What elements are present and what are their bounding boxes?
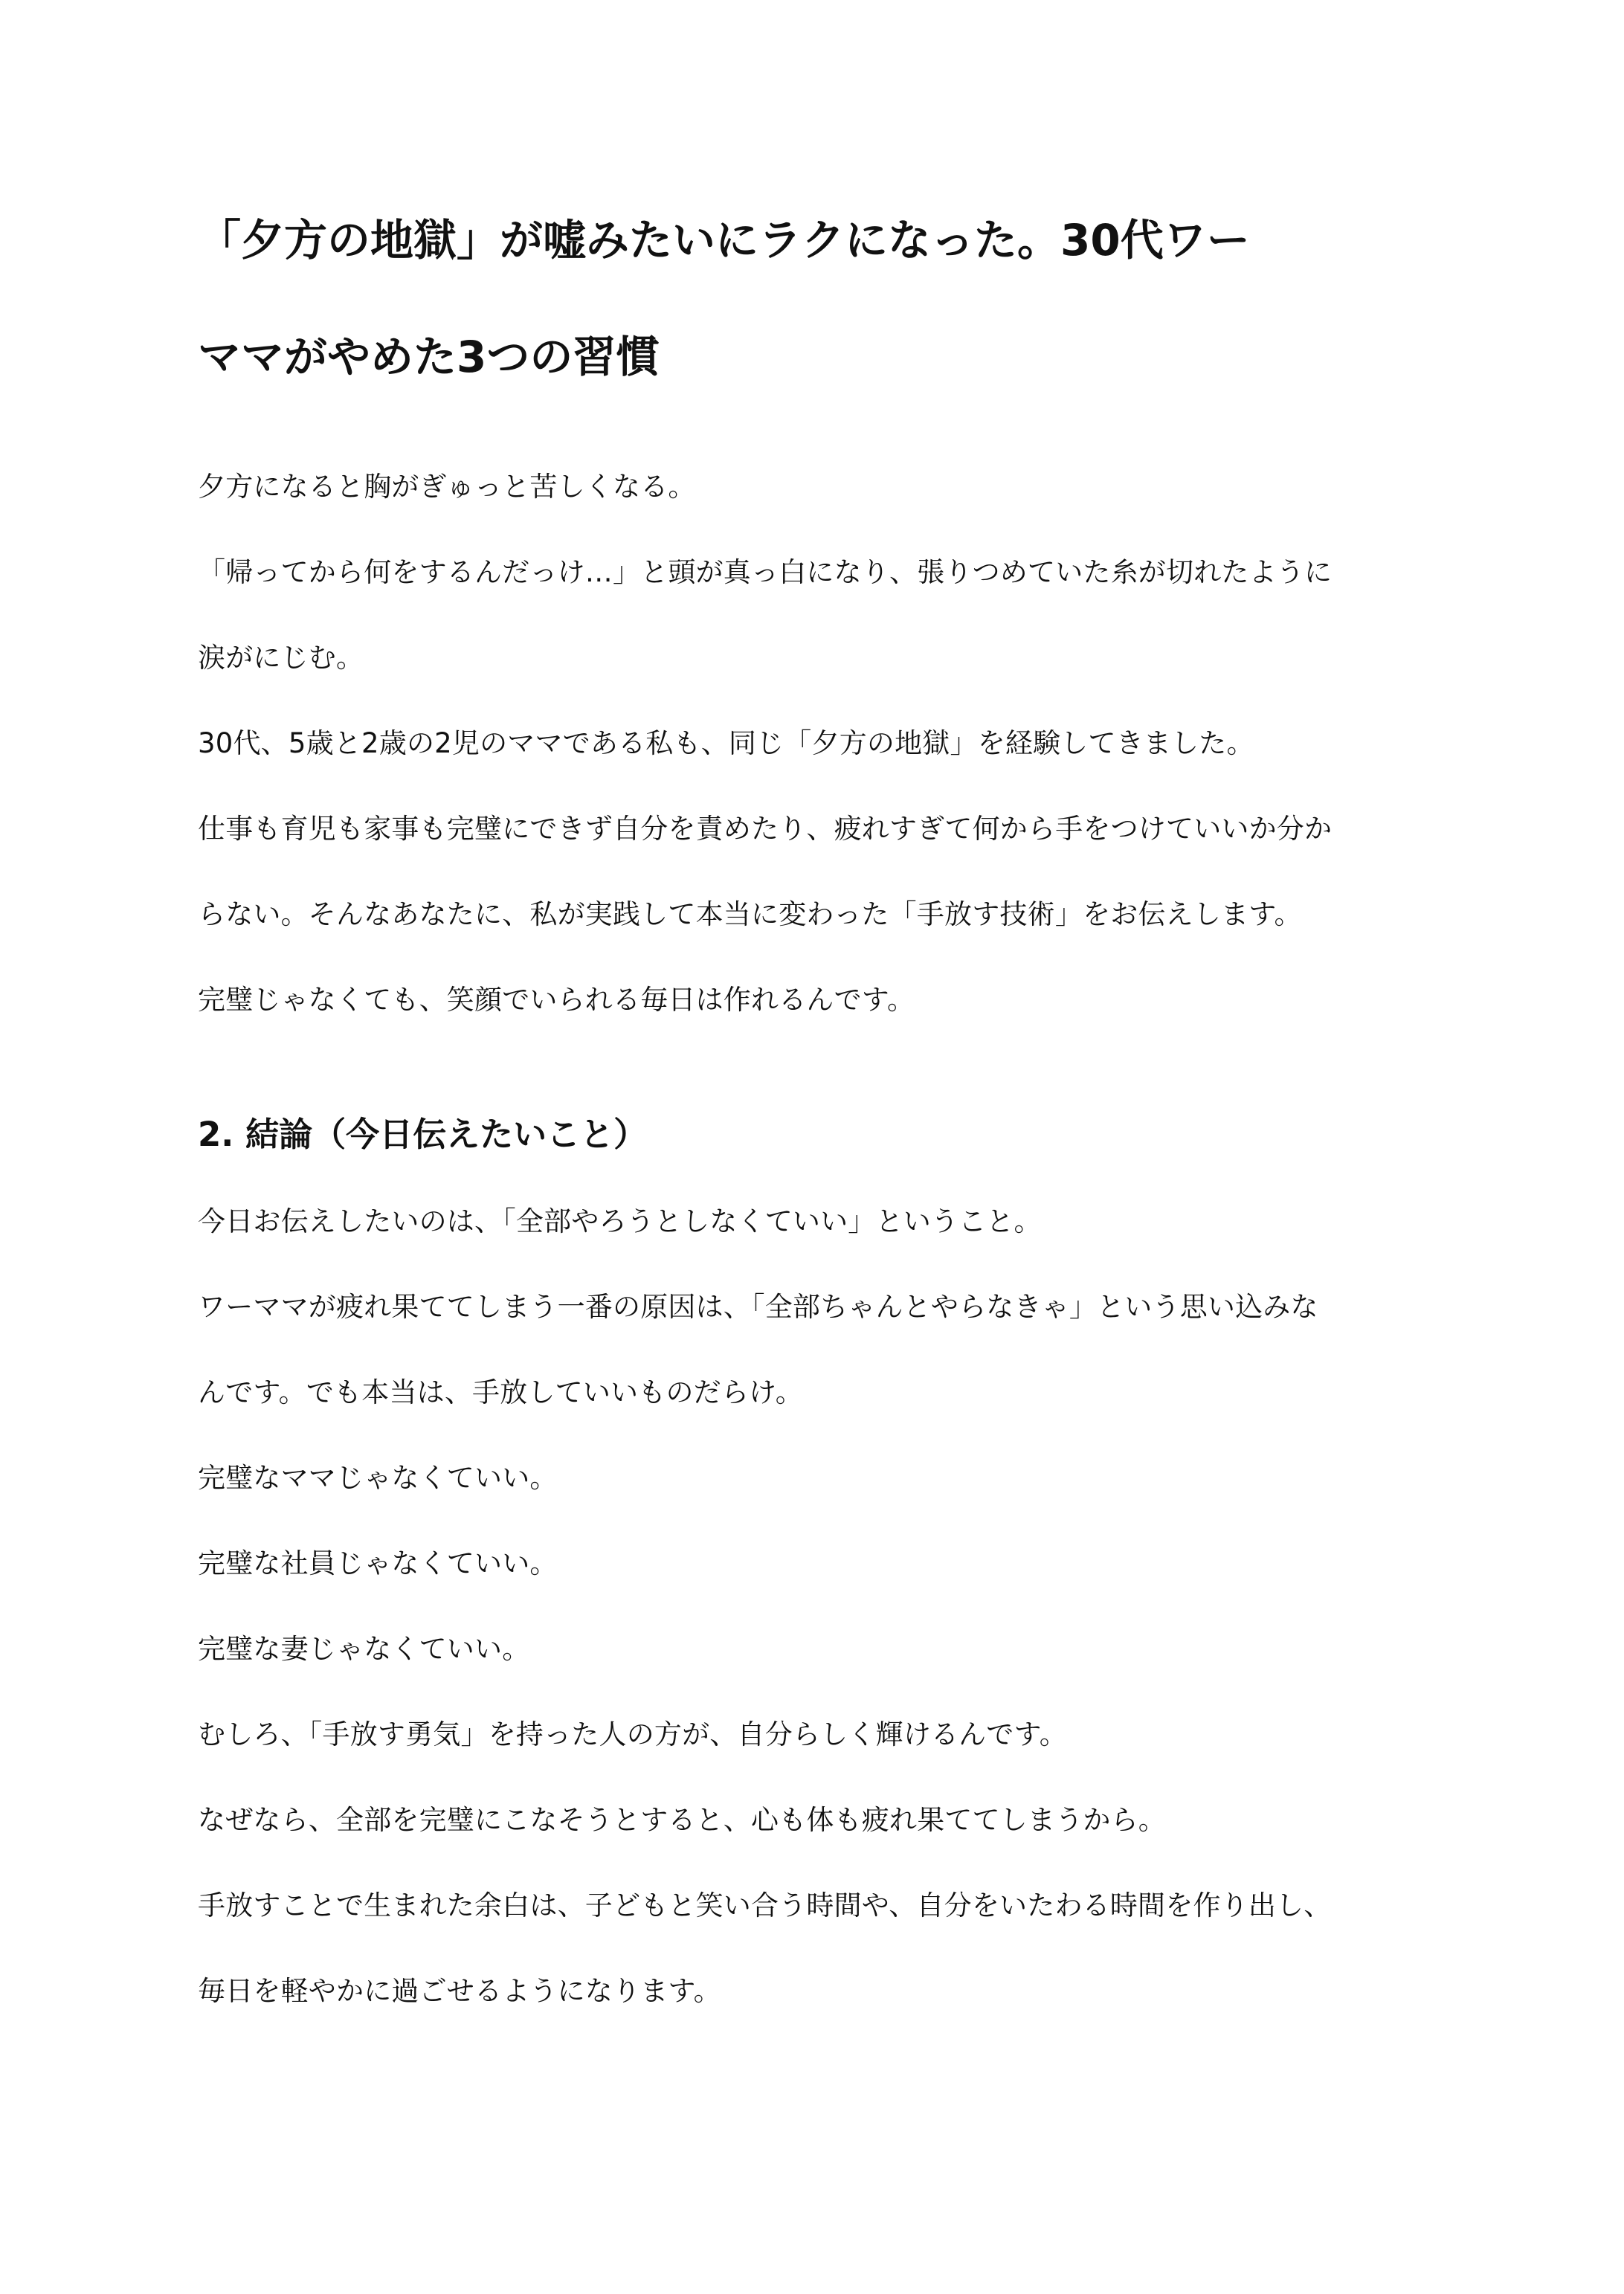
section2-line-10: 毎日を軽やかに過ごせるようになります。 xyxy=(198,1975,721,2007)
intro-line-2: 「帰ってから何をするんだっけ…」と頭が真っ白になり、張りつめていた糸が切れたように xyxy=(198,556,1333,588)
intro-line-7: 完璧じゃなくても、笑顔でいられる毎日は作れるんです。 xyxy=(198,984,915,1016)
section-heading-conclusion: 2. 結論（今日伝えたいこと） xyxy=(198,1115,648,1154)
section2-line-5: 完璧な社員じゃなくていい。 xyxy=(198,1547,558,1579)
section2-line-4: 完璧なママじゃなくていい。 xyxy=(198,1462,558,1494)
section2-line-2: ワーママが疲れ果ててしまう一番の原因は、「全部ちゃんとやらなきゃ」という思い込みな xyxy=(198,1291,1318,1323)
intro-line-4: 30代、5歳と2歳の2児のママである私も、同じ「夕方の地獄」を経験してきました。 xyxy=(198,727,1254,759)
intro-line-5: 仕事も育児も家事も完璧にできず自分を責めたり、疲れすぎて何から手をつけていいか分か xyxy=(198,813,1333,845)
section2-line-6: 完璧な妻じゃなくていい。 xyxy=(198,1633,530,1665)
intro-line-1: 夕方になると胸がぎゅっと苦しくなる。 xyxy=(198,471,696,503)
section2-line-7: むしろ、「手放す勇気」を持った人の方が、自分らしく輝けるんです。 xyxy=(198,1718,1067,1750)
article-title-line-2: ママがやめた3つの習慣 xyxy=(198,332,660,382)
section2-line-3: んです。でも本当は、手放していいものだらけ。 xyxy=(198,1376,803,1408)
section2-line-1: 今日お伝えしたいのは、「全部やろうとしなくていい」ということ。 xyxy=(198,1205,1042,1237)
intro-line-6: らない。そんなあなたに、私が実践して本当に変わった「手放す技術」をお伝えします。 xyxy=(198,898,1302,930)
section2-line-9: 手放すことで生まれた余白は、子どもと笑い合う時間や、自分をいたわる時間を作り出し、 xyxy=(198,1889,1332,1921)
intro-line-3: 涙がにじむ。 xyxy=(198,642,364,674)
section2-line-8: なぜなら、全部を完璧にこなそうとすると、心も体も疲れ果ててしまうから。 xyxy=(198,1804,1166,1836)
article-title-line-1: 「夕方の地獄」が嘘みたいにラクになった。30代ワー xyxy=(198,215,1250,265)
